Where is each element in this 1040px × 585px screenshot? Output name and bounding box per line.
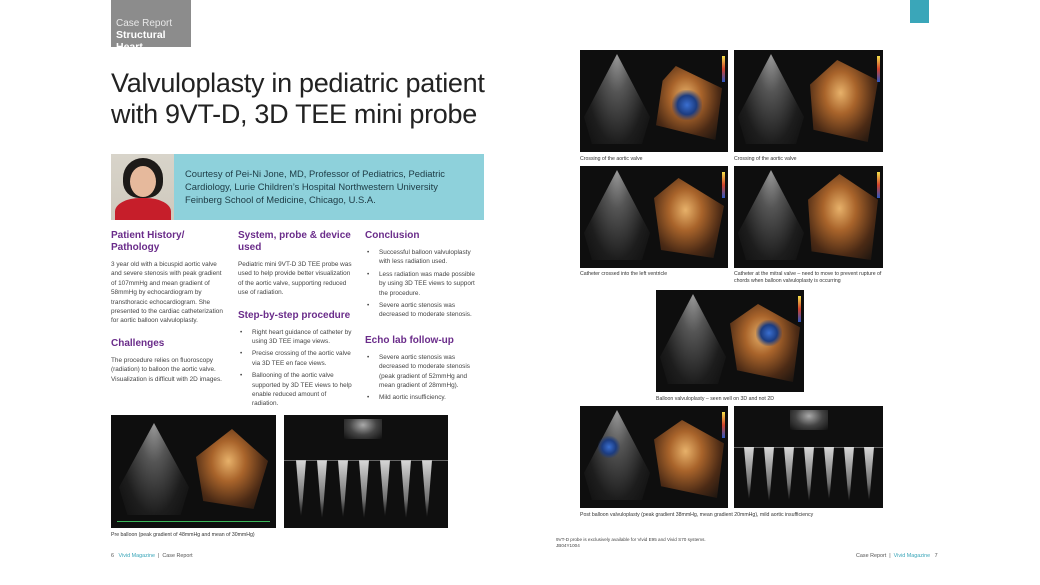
list-item: • Less radiation was made possible by using 3D TEE views to support the procedure. (365, 270, 481, 298)
column-history (111, 230, 227, 384)
pre-balloon-doppler-image (284, 415, 448, 528)
patient-history-body: 3 year old with a bicuspid aortic valve and severe stenosis with peak gradient of 107mmHg and mean gradient of 58mmHg by echocardiogram by transthoracic echocardiogram. She presented to the cardiac catheterization for aortic balloon valvuloplasty. (111, 261, 223, 325)
section-tag-category: Case Report (116, 18, 173, 29)
pre-balloon-caption: Pre balloon (peak gradient of 48mmHg and mean of 30mmHg) (111, 532, 255, 538)
followup-list (365, 353, 481, 403)
balloon-caption: Balloon valvuloplasty – seen well on 3D and not 2D (656, 396, 774, 402)
list-item: • Severe aortic stenosis was decreased to moderate stenosis. (365, 301, 481, 320)
challenges-heading: Challenges (111, 337, 165, 349)
post-balloon-caption: Post balloon valvuloplasty (peak gradient 38mmHg, mean gradient 20mmHg), mild aortic insufficiency (580, 512, 814, 518)
right-page-number: 7 (934, 553, 938, 559)
catheter-mitral-valve-image (734, 166, 883, 268)
crossing-aortic-valve-image-2 (734, 50, 883, 152)
conclusion-list (365, 248, 481, 320)
list-item: • Severe aortic stenosis was decreased to moderate stenosis (peak gradient of 52mmHg and mean gradient of 28mmHg). (365, 353, 481, 391)
list-item: • Precise crossing of the aortic valve via 3D TEE en face views. (238, 349, 354, 368)
article-title: Valvuloplasty in pediatric patient with 9VT-D, 3D TEE mini probe (111, 68, 485, 129)
courtesy-box (111, 154, 484, 220)
footnote-line-2: JB04Y1004 (556, 543, 580, 548)
left-footer: 6 Vivid Magazine | Case Report (111, 553, 193, 559)
right-footer-section: Case Report (856, 553, 887, 559)
left-footer-section: Case Report (162, 553, 193, 559)
footnote-line-1: 9VT-D probe is exclusively available for Vivid E95 and Vivid S70 systems. (556, 537, 706, 542)
catheter-mitral-caption: Catheter at the mitral valve – need to move to prevent rupture of chords when balloon valvuloplasty is occurring (734, 271, 882, 284)
left-footer-brand: Vivid Magazine (118, 553, 155, 559)
system-heading: System, probe & device used (238, 230, 351, 253)
challenges-body: The procedure relies on fluoroscopy (radiation) to balloon the aortic valve. Visualization is difficult with 2D images. (111, 356, 222, 383)
left-page-number: 6 (111, 553, 114, 559)
courtesy-text: Courtesy of Pei-Ni Jone, MD, Professor of Pediatrics, Pediatric Cardiology, Lurie Children’s Hospital Northwestern University Feinberg School of Medicine, Chicago, U.S.A. (185, 168, 445, 205)
crossing-aortic-valve-image-1 (580, 50, 728, 152)
section-tag-topic: Structural Heart (116, 29, 166, 53)
system-body: Pediatric mini 9VT-D 3D TEE probe was used to help provide better visualization of the aortic valve, supporting reduced use of radiation. (238, 261, 352, 297)
post-balloon-doppler-image (734, 406, 883, 508)
pre-balloon-echo-image (111, 415, 276, 528)
list-item: • Successful balloon valvuloplasty with less radiation used. (365, 248, 481, 267)
balloon-valvuloplasty-image (656, 290, 804, 392)
author-photo (111, 154, 174, 220)
crossing-caption-2: Crossing of the aortic valve (734, 156, 797, 162)
patient-history-heading: Patient History/ Pathology (111, 230, 185, 253)
column-conclusion (365, 230, 481, 406)
column-system (238, 230, 354, 412)
corner-accent (910, 0, 929, 23)
list-item: • Mild aortic insufficiency. (365, 393, 481, 402)
right-footer-brand: Vivid Magazine (893, 553, 931, 559)
steps-list (238, 328, 354, 409)
crossing-caption-1: Crossing of the aortic valve (580, 156, 643, 162)
probe-footnote (556, 537, 706, 549)
steps-heading: Step-by-step procedure (238, 309, 351, 321)
right-footer: Case Report | Vivid Magazine 7 (856, 553, 938, 559)
list-item: • Ballooning of the aortic valve supported by 3D TEE views to help enable reduced amount of radiation. (238, 371, 354, 409)
catheter-left-ventricle-image (580, 166, 728, 268)
followup-heading: Echo lab follow-up (365, 334, 454, 346)
list-item: • Right heart guidance of catheter by using 3D TEE image views. (238, 328, 354, 347)
post-balloon-echo-image (580, 406, 728, 508)
catheter-lv-caption: Catheter crossed into the left ventricle (580, 271, 668, 277)
section-tag (111, 0, 191, 53)
conclusion-heading: Conclusion (365, 230, 420, 241)
